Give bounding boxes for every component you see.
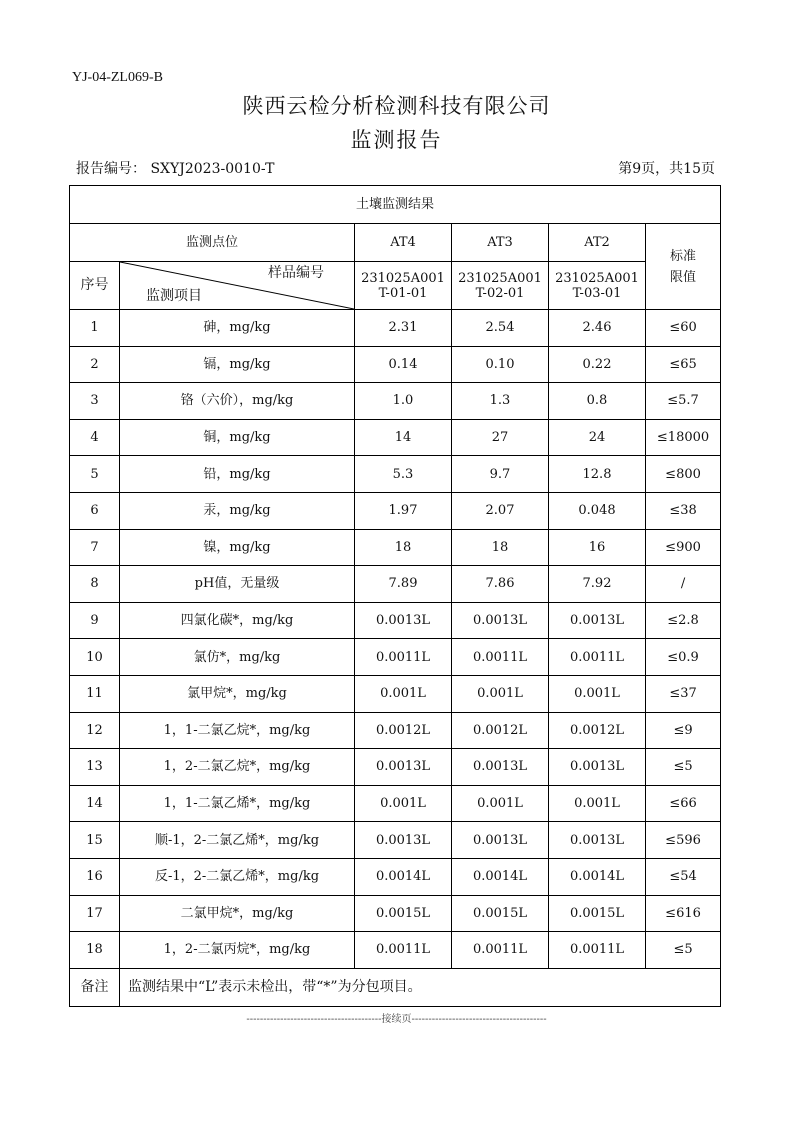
document-code: YJ-04-ZL069-B	[72, 70, 163, 85]
value-at4: 0.0013L	[355, 749, 452, 786]
row-number: 14	[70, 785, 120, 822]
monitoring-item: 二氯甲烷*，mg/kg	[120, 895, 355, 932]
standard-limit: ≤900	[646, 529, 721, 566]
value-at4: 1.0	[355, 383, 452, 420]
row-number: 10	[70, 639, 120, 676]
table-row	[70, 492, 721, 529]
table-caption: 土壤监测结果	[70, 186, 721, 224]
value-at3: 2.54	[452, 310, 549, 347]
remark-text: 监测结果中“L”表示未检出，带“*”为分包项目。	[120, 968, 721, 1006]
monitoring-item: 铬（六价），mg/kg	[120, 383, 355, 420]
value-at4: 14	[355, 419, 452, 456]
value-at2: 12.8	[549, 456, 646, 493]
value-at3: 0.0015L	[452, 895, 549, 932]
monitoring-item: 镉，mg/kg	[120, 346, 355, 383]
value-at3: 27	[452, 419, 549, 456]
value-at4: 18	[355, 529, 452, 566]
value-at2: 0.0015L	[549, 895, 646, 932]
value-at2: 0.22	[549, 346, 646, 383]
row-number: 5	[70, 456, 120, 493]
value-at4: 7.89	[355, 566, 452, 603]
value-at4: 0.0014L	[355, 858, 452, 895]
row-number: 15	[70, 822, 120, 859]
row-number: 1	[70, 310, 120, 347]
monitoring-item: 砷，mg/kg	[120, 310, 355, 347]
page-info: 第9页，共15页	[618, 161, 715, 177]
standard-limit: ≤0.9	[646, 639, 721, 676]
value-at3: 7.86	[452, 566, 549, 603]
monitoring-item: 1，1-二氯乙烯*，mg/kg	[120, 785, 355, 822]
monitoring-item: 铜，mg/kg	[120, 419, 355, 456]
standard-limit: ≤66	[646, 785, 721, 822]
value-at2: 0.0011L	[549, 932, 646, 969]
value-at2: 2.46	[549, 310, 646, 347]
row-number: 4	[70, 419, 120, 456]
standard-limit-header: 标准 限值	[646, 224, 721, 310]
value-at2: 7.92	[549, 566, 646, 603]
monitoring-item: 反-1，2-二氯乙烯*，mg/kg	[120, 858, 355, 895]
table-row	[70, 785, 721, 822]
standard-limit: ≤616	[646, 895, 721, 932]
table-row	[70, 383, 721, 420]
value-at3: 0.0012L	[452, 712, 549, 749]
row-number: 2	[70, 346, 120, 383]
value-at3: 0.0011L	[452, 932, 549, 969]
remark-label: 备注	[70, 968, 120, 1006]
table-row	[70, 602, 721, 639]
table-row	[70, 932, 721, 969]
seq-header: 序号	[70, 262, 120, 310]
standard-limit: /	[646, 566, 721, 603]
table-row	[70, 639, 721, 676]
monitoring-item: 氯仿*，mg/kg	[120, 639, 355, 676]
value-at4: 2.31	[355, 310, 452, 347]
value-at2: 0.048	[549, 492, 646, 529]
standard-limit: ≤2.8	[646, 602, 721, 639]
value-at4: 5.3	[355, 456, 452, 493]
standard-limit: ≤18000	[646, 419, 721, 456]
value-at3: 0.0014L	[452, 858, 549, 895]
monitoring-item: 1，2-二氯乙烷*，mg/kg	[120, 749, 355, 786]
value-at4: 0.0013L	[355, 602, 452, 639]
continued-page-note: ----------------------------------------接续页----------------------------------------	[246, 1014, 547, 1025]
standard-limit: ≤5	[646, 749, 721, 786]
value-at3: 1.3	[452, 383, 549, 420]
value-at4: 0.001L	[355, 785, 452, 822]
value-at2: 0.0012L	[549, 712, 646, 749]
monitoring-item-header: 监测项目	[146, 288, 202, 304]
monitoring-item: 汞，mg/kg	[120, 492, 355, 529]
standard-limit: ≤800	[646, 456, 721, 493]
table-row	[70, 310, 721, 347]
standard-limit: ≤38	[646, 492, 721, 529]
standard-limit: ≤5.7	[646, 383, 721, 420]
table-row	[70, 858, 721, 895]
value-at4: 0.0015L	[355, 895, 452, 932]
standard-limit: ≤54	[646, 858, 721, 895]
value-at3: 0.0013L	[452, 822, 549, 859]
table-row	[70, 749, 721, 786]
table-row	[70, 675, 721, 712]
row-number: 18	[70, 932, 120, 969]
row-number: 8	[70, 566, 120, 603]
standard-limit: ≤37	[646, 675, 721, 712]
value-at2: 0.0013L	[549, 822, 646, 859]
standard-limit: ≤5	[646, 932, 721, 969]
sample-id-at2: 231025A001 T-03-01	[549, 262, 646, 310]
row-number: 17	[70, 895, 120, 932]
row-number: 16	[70, 858, 120, 895]
value-at3: 18	[452, 529, 549, 566]
standard-limit: ≤65	[646, 346, 721, 383]
value-at4: 1.97	[355, 492, 452, 529]
sample-id-at3: 231025A001 T-02-01	[452, 262, 549, 310]
monitoring-item: 镍，mg/kg	[120, 529, 355, 566]
value-at2: 0.001L	[549, 675, 646, 712]
value-at3: 0.001L	[452, 785, 549, 822]
value-at2: 0.001L	[549, 785, 646, 822]
monitoring-item: 氯甲烷*，mg/kg	[120, 675, 355, 712]
table-row	[70, 456, 721, 493]
table-body	[70, 310, 721, 969]
value-at4: 0.0011L	[355, 639, 452, 676]
monitoring-item: 1，1-二氯乙烷*，mg/kg	[120, 712, 355, 749]
monitoring-item: 顺-1，2-二氯乙烯*，mg/kg	[120, 822, 355, 859]
value-at4: 0.0012L	[355, 712, 452, 749]
table-row	[70, 346, 721, 383]
value-at2: 0.0014L	[549, 858, 646, 895]
value-at3: 9.7	[452, 456, 549, 493]
point-header: 监测点位	[70, 224, 355, 262]
monitoring-item: 1，2-二氯丙烷*，mg/kg	[120, 932, 355, 969]
standard-limit: ≤9	[646, 712, 721, 749]
point-at4: AT4	[355, 224, 452, 262]
value-at3: 2.07	[452, 492, 549, 529]
value-at2: 0.0013L	[549, 602, 646, 639]
value-at2: 0.0013L	[549, 749, 646, 786]
value-at4: 0.14	[355, 346, 452, 383]
value-at2: 0.8	[549, 383, 646, 420]
value-at3: 0.0013L	[452, 602, 549, 639]
table-row	[70, 895, 721, 932]
standard-limit: ≤596	[646, 822, 721, 859]
value-at2: 24	[549, 419, 646, 456]
monitoring-item: 铅，mg/kg	[120, 456, 355, 493]
report-number-value: SXYJ2023-0010-T	[150, 161, 275, 177]
point-at2: AT2	[549, 224, 646, 262]
table-row	[70, 822, 721, 859]
row-number: 6	[70, 492, 120, 529]
value-at3: 0.0011L	[452, 639, 549, 676]
company-name: 陕西云检分析检测科技有限公司	[242, 94, 551, 118]
monitoring-item: 四氯化碳*，mg/kg	[120, 602, 355, 639]
value-at4: 0.001L	[355, 675, 452, 712]
point-at3: AT3	[452, 224, 549, 262]
value-at4: 0.0011L	[355, 932, 452, 969]
value-at4: 0.0013L	[355, 822, 452, 859]
table-row	[70, 712, 721, 749]
value-at3: 0.0013L	[452, 749, 549, 786]
row-number: 13	[70, 749, 120, 786]
table-row	[70, 419, 721, 456]
sample-id-header: 样品编号	[268, 265, 324, 281]
value-at3: 0.001L	[452, 675, 549, 712]
monitoring-item: pH值，无量级	[120, 566, 355, 603]
report-number	[76, 158, 274, 178]
report-number-label: 报告编号：	[76, 161, 146, 177]
row-number: 3	[70, 383, 120, 420]
standard-limit: ≤60	[646, 310, 721, 347]
diagonal-header-cell	[120, 262, 355, 310]
row-number: 7	[70, 529, 120, 566]
value-at2: 0.0011L	[549, 639, 646, 676]
row-number: 9	[70, 602, 120, 639]
soil-monitoring-table	[69, 185, 721, 1007]
row-number: 11	[70, 675, 120, 712]
value-at3: 0.10	[452, 346, 549, 383]
value-at2: 16	[549, 529, 646, 566]
report-title: 监测报告	[350, 128, 443, 152]
sample-id-at4: 231025A001 T-01-01	[355, 262, 452, 310]
table-row	[70, 529, 721, 566]
table-row	[70, 566, 721, 603]
row-number: 12	[70, 712, 120, 749]
